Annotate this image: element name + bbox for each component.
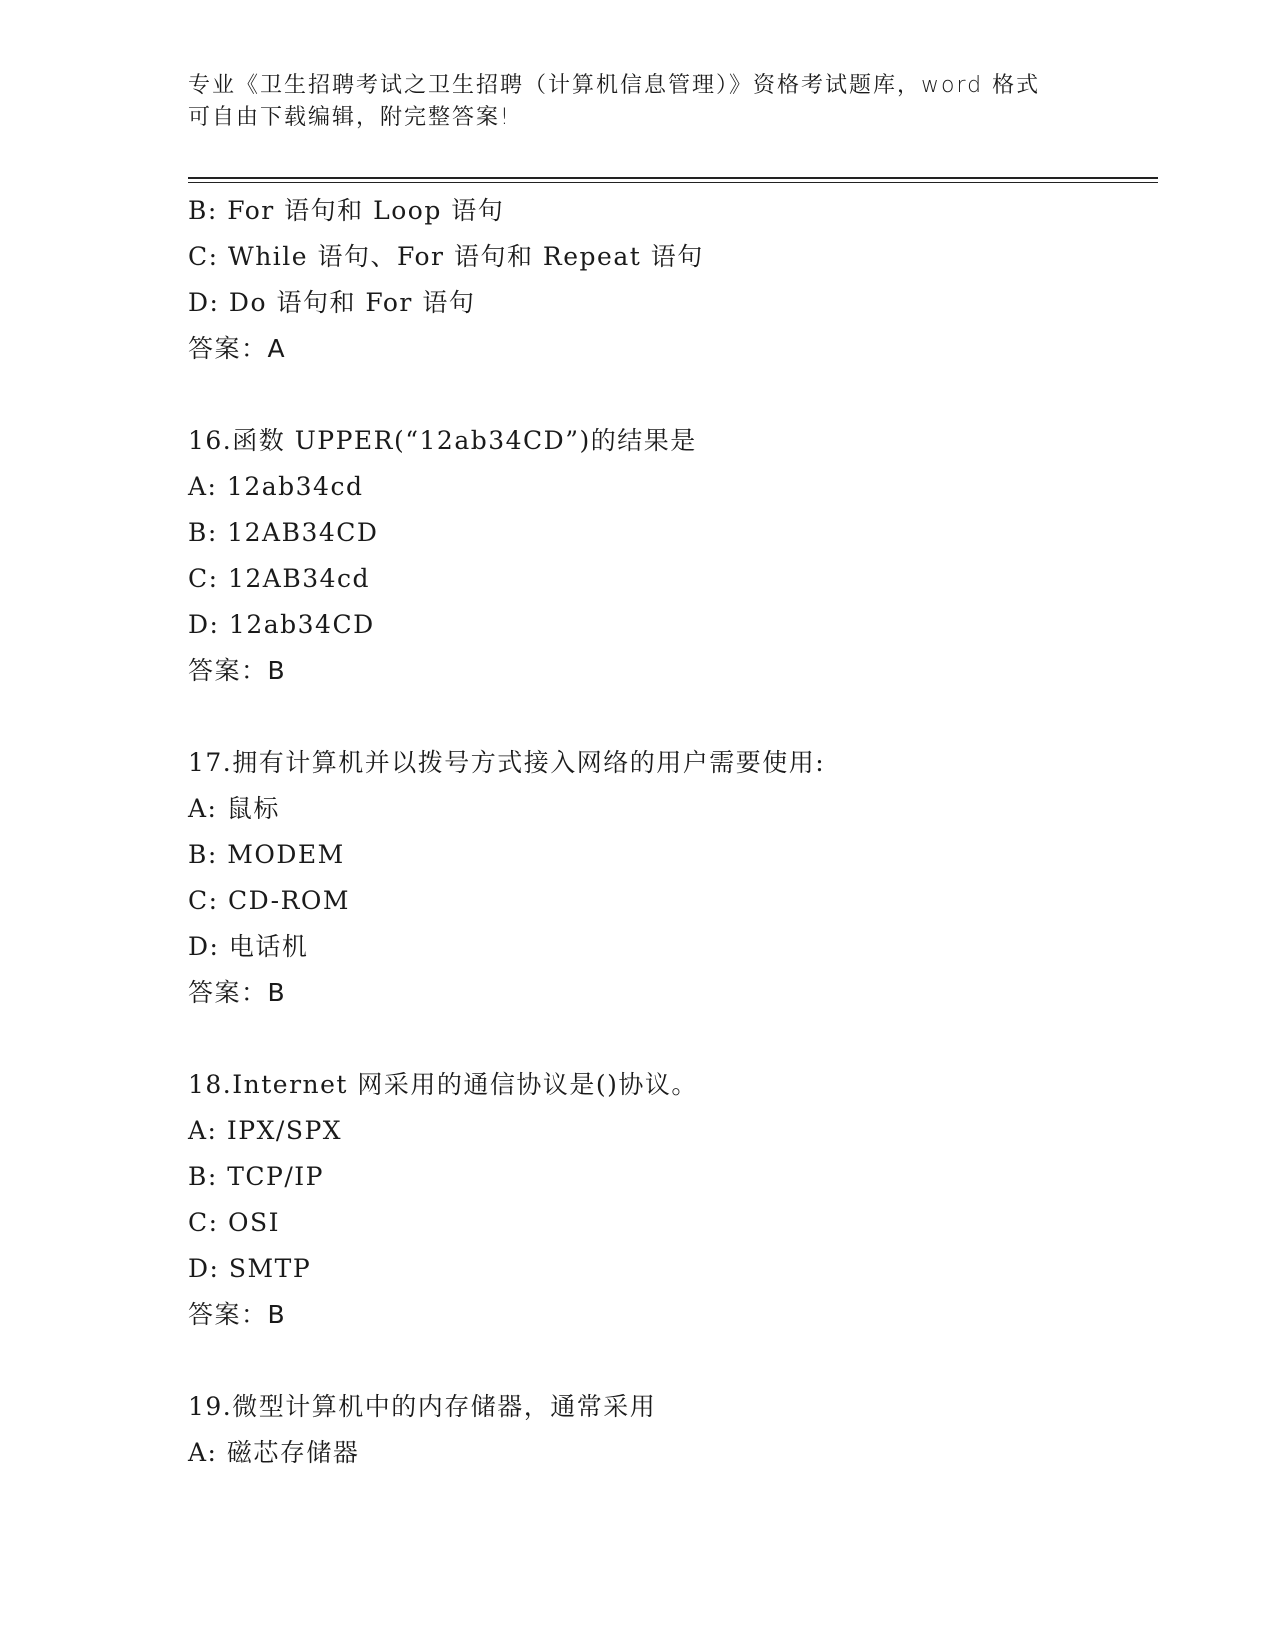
question-text: 16.函数 UPPER(“12ab34CD”)的结果是	[188, 426, 697, 455]
option-c: C: While 语句、For 语句和 Repeat 语句	[188, 242, 704, 271]
answer: 答案：B	[188, 978, 287, 1007]
option-d: D: SMTP	[188, 1254, 312, 1283]
option-b: B: For 语句和 Loop 语句	[188, 196, 505, 225]
option-b: B: MODEM	[188, 840, 345, 869]
option-a: A: 12ab34cd	[188, 472, 364, 501]
question-block	[188, 1384, 1148, 1476]
question-text: 18.Internet 网采用的通信协议是()协议。	[188, 1070, 698, 1099]
question-text: 17.拥有计算机并以拨号方式接入网络的用户需要使用:	[188, 748, 826, 777]
header-line-2: 可自由下载编辑，附完整答案!	[188, 105, 511, 130]
question-block	[188, 1062, 1148, 1338]
answer: 答案：B	[188, 1300, 287, 1329]
question-block	[188, 188, 1148, 372]
option-c: C: 12AB34cd	[188, 564, 371, 593]
question-text: 19.微型计算机中的内存储器，通常采用	[188, 1392, 657, 1421]
option-d: D: 12ab34CD	[188, 610, 375, 639]
option-d: D: Do 语句和 For 语句	[188, 288, 476, 317]
option-d: D: 电话机	[188, 932, 309, 961]
spacer	[188, 372, 1148, 418]
question-list	[188, 188, 1148, 1476]
answer: 答案：B	[188, 656, 287, 685]
answer: 答案：A	[188, 334, 287, 363]
option-b: B: TCP/IP	[188, 1162, 324, 1191]
option-a: A: 磁芯存储器	[188, 1438, 360, 1467]
option-c: C: OSI	[188, 1208, 280, 1237]
document-header	[188, 70, 1088, 134]
option-b: B: 12AB34CD	[188, 518, 379, 547]
question-block	[188, 418, 1148, 694]
question-block	[188, 740, 1148, 1016]
option-a: A: IPX/SPX	[188, 1116, 343, 1145]
spacer	[188, 1016, 1148, 1062]
option-a: A: 鼠标	[188, 794, 280, 823]
spacer	[188, 694, 1148, 740]
header-line-1: 专业《卫生招聘考试之卫生招聘（计算机信息管理）》资格考试题库，word 格式	[188, 73, 1041, 98]
header-divider-thick	[188, 177, 1158, 179]
option-c: C: CD-ROM	[188, 886, 350, 915]
spacer	[188, 1338, 1148, 1384]
header-divider-thin	[188, 182, 1158, 183]
